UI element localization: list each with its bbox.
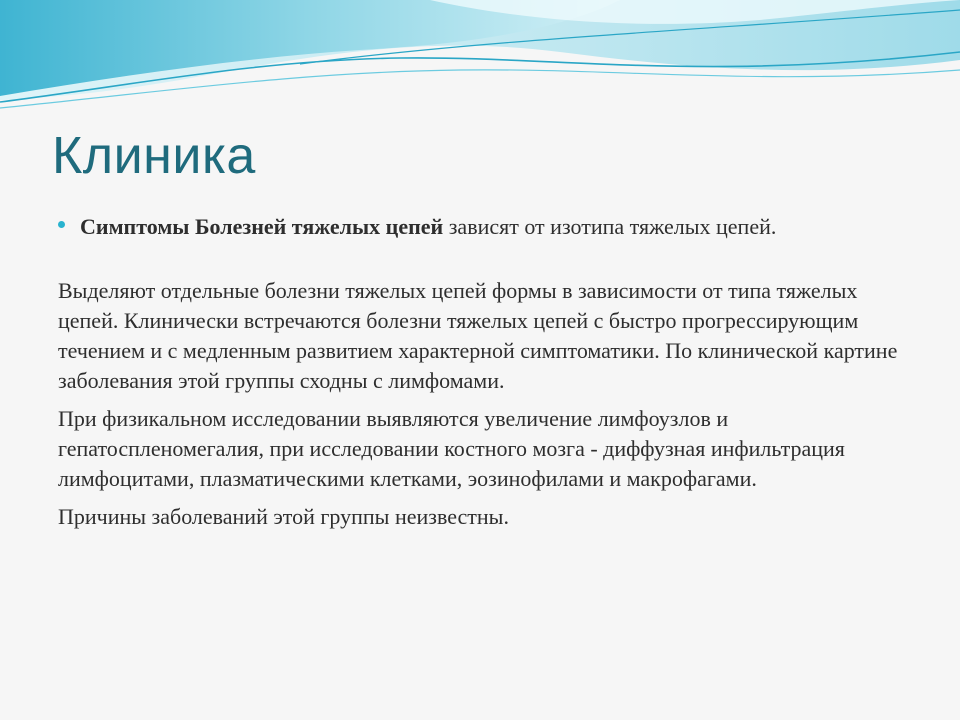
bullet-item [58, 212, 918, 242]
paragraph-forms: Выделяют отдельные болезни тяжелых цепей формы в зависимости от типа тяжелых цепей. Клинически встречаются болезни тяжелых цепей с быстро прогрессирующим течением и с медленным развитием характерной симптоматики. По клинической картине заболевания этой группы сходны с лимфомами. [58, 278, 898, 393]
bullet-dot-icon [58, 221, 65, 228]
bullet-bold-text: Симптомы Болезней тяжелых цепей [80, 214, 444, 239]
wave-header-decoration [0, 0, 960, 120]
paragraph-physical-exam: При физикальном исследовании выявляются увеличение лимфоузлов и гепатоспленомегалия, при исследовании костного мозга - диффузная инфильтрация лимфоцитами, плазматическими клетками, эозинофилами и макрофагами. [58, 406, 845, 491]
slide-content [58, 212, 918, 540]
bullet-rest-text: зависят от изотипа тяжелых цепей. [443, 214, 777, 239]
slide-title: Клиника [52, 127, 256, 185]
paragraph-causes: Причины заболеваний этой группы неизвестны. [58, 504, 509, 529]
